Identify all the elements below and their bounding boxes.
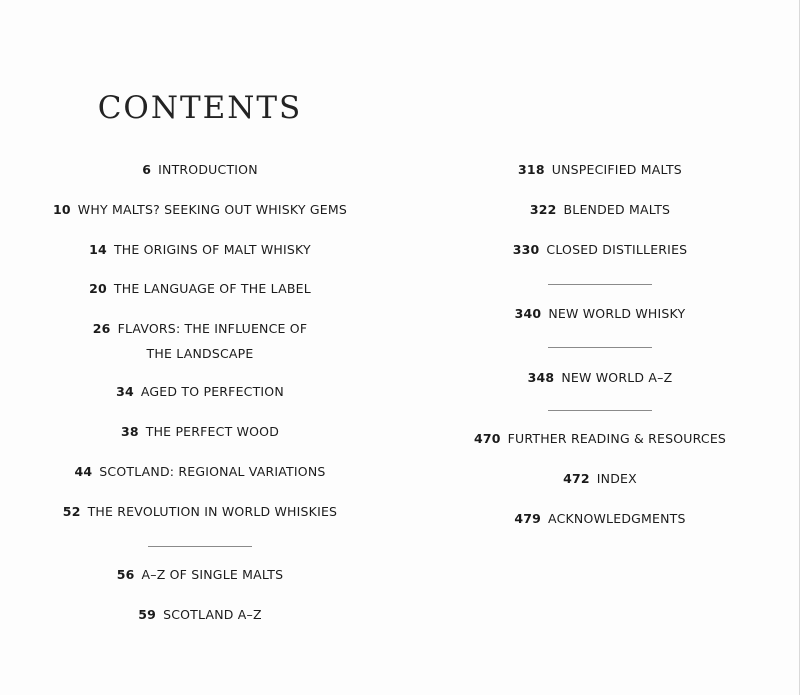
toc-page-number: 348 [527,370,555,385]
toc-page-number: 318 [518,162,545,177]
page-title: CONTENTS [97,90,303,126]
toc-page-number: 6 [142,162,152,177]
toc-page-number: 479 [514,511,542,526]
toc-entry-title: AGED TO PERFECTION [140,384,284,399]
toc-page-number: 44 [74,464,93,479]
toc-page-number: 330 [512,242,540,257]
toc-entry-title: BLENDED MALTS [563,202,671,217]
toc-entry-title: ACKNOWLEDGMENTS [548,511,686,526]
toc-entry [0,420,400,444]
toc-entry-title: NEW WORLD A–Z [561,370,673,385]
toc-entry-title: FURTHER READING & RESOURCES [507,431,727,446]
toc-page-number: 470 [473,431,501,446]
toc-entry-title: THE PERFECT WOOD [145,424,280,439]
toc-page-number: 14 [89,242,107,257]
toc-entry-title: UNSPECIFIED MALTS [551,162,682,177]
toc-entry [0,198,400,222]
toc-entry [400,427,800,451]
section-divider [548,284,652,285]
toc-page-number: 20 [89,281,107,296]
toc-entry [0,460,400,484]
toc-entry-title-continued: THE LANDSCAPE [146,346,254,361]
toc-entry [0,316,400,366]
section-divider [148,546,252,547]
toc-entry-title: THE LANGUAGE OF THE LABEL [113,281,311,296]
toc-entry [0,380,400,404]
section-divider [548,347,652,348]
toc-page-number: 52 [62,504,81,519]
toc-entry [0,500,400,524]
toc-page-number: 10 [53,202,71,217]
toc-entry [400,507,800,531]
toc-entry [400,467,800,491]
toc-entry-title: INDEX [596,471,637,486]
toc-entry-title: CLOSED DISTILLERIES [546,242,688,257]
toc-page-number: 56 [116,567,135,582]
toc-entry [400,198,800,222]
section-divider [548,410,652,411]
toc-entry-title: A–Z OF SINGLE MALTS [141,567,284,582]
toc-entry [0,563,400,587]
toc-page-number: 26 [92,321,111,336]
toc-entry-title: NEW WORLD WHISKY [548,306,686,321]
toc-page-number: 34 [116,384,134,399]
toc-page-number: 340 [514,306,542,321]
toc-entry-title: THE ORIGINS OF MALT WHISKY [113,242,311,257]
toc-entry-title: SCOTLAND A–Z [163,607,262,622]
toc-entry-title: WHY MALTS? SEEKING OUT WHISKY GEMS [77,202,347,217]
toc-entry [0,238,400,262]
toc-entry [400,366,800,390]
toc-entry [0,158,400,182]
toc-entry [400,302,800,326]
toc-entry [400,158,800,182]
toc-entry [400,238,800,262]
toc-entry-title: SCOTLAND: REGIONAL VARIATIONS [99,464,326,479]
toc-page-number: 59 [138,607,157,622]
toc-entry-title: THE REVOLUTION IN WORLD WHISKIES [87,504,338,519]
toc-entry [0,603,400,627]
toc-entry [0,277,400,301]
toc-entry-title: INTRODUCTION [158,162,258,177]
toc-page-number: 38 [120,424,139,439]
toc-page-number: 472 [563,471,590,486]
toc-entry-title: FLAVORS: THE INFLUENCE OF [117,321,308,336]
toc-page-number: 322 [529,202,557,217]
